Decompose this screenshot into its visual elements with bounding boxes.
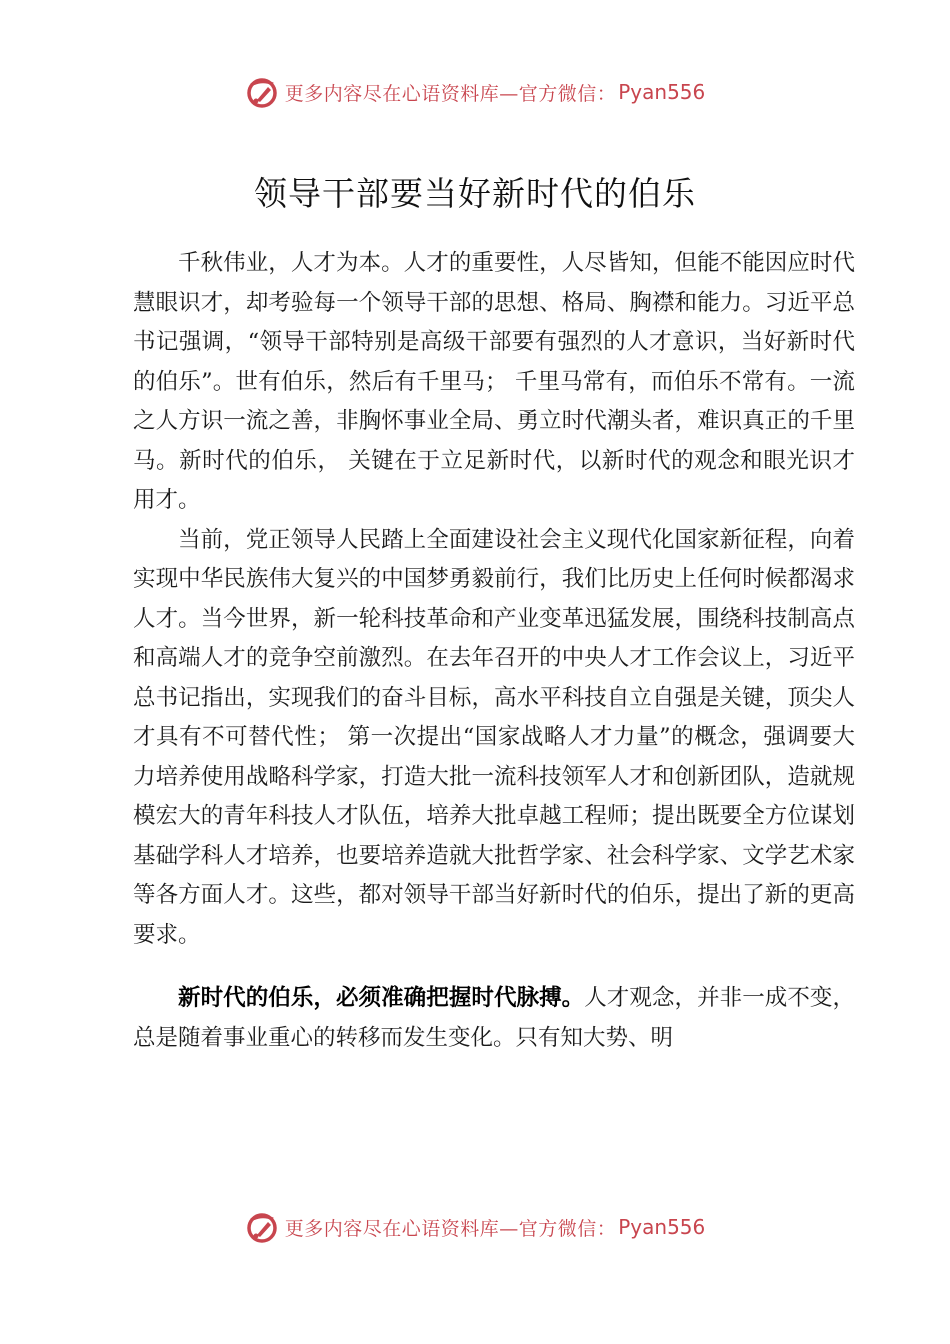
- banner-text: 更多内容尽在心语资料库—官方微信：: [284, 82, 617, 105]
- banner-wechat-id: Pyan556: [618, 1215, 706, 1239]
- paragraph-3-heading: 新时代的伯乐，必须准确把握时代脉搏。: [178, 985, 585, 1011]
- document-title: 领导干部要当好新时代的伯乐: [254, 174, 696, 213]
- footer-banner: [0, 1205, 950, 1249]
- paragraph-3: [133, 979, 855, 1058]
- ink-brush-logo-icon: [245, 1210, 279, 1244]
- paragraph-1: 千秋伟业，人才为本。人才的重要性，人尽皆知，但能不能因应时代慧眼识才，却考验每一个领导干部的思想、格局、胸襟和能力。习近平总书记强调，“领导干部特别是高级干部要有强烈的人才意识，当好新时代的伯乐”。世有伯乐，然后有千里马； 千里马常有，而伯乐不常有。一流之人方识一流之善，非胸怀事业全局、勇立时代潮头者，难识真正的千里马。新时代的伯乐， 关键在于立足新时代，以新时代的观念和眼光识才用才。: [133, 250, 855, 513]
- banner-text: 更多内容尽在心语资料库—官方微信：: [284, 1217, 617, 1240]
- paragraph-2: 当前，党正领导人民踏上全面建设社会主义现代化国家新征程，向着实现中华民族伟大复兴的中国梦勇毅前行，我们比历史上任何时候都渴求人才。当今世界，新一轮科技革命和产业变革迅猛发展，围绕科技制高点和高端人才的竞争空前激烈。在去年召开的中央人才工作会议上，习近平总书记指出，实现我们的奋斗目标，高水平科技自立自强是关键，顶尖人才具有不可替代性； 第一次提出“国家战略人才力量”的概念，强调要大力培养使用战略科学家，打造大批一流科技领军人才和创新团队，造就规模宏大的青年科技人才队伍，培养大批卓越工程师；提出既要全方位谋划基础学科人才培养，也要培养造就大批哲学家、社会科学家、文学艺术家等各方面人才。这些，都对领导干部当好新时代的伯乐，提出了新的更高要求。: [133, 526, 855, 948]
- document-body: [133, 244, 855, 1058]
- header-banner: [0, 70, 950, 114]
- paragraph-3-text: 人才观念，并非一成不变，总是随着事业重心的转移而发生变化。只有知大势、明: [133, 985, 855, 1051]
- ink-brush-logo-icon: [245, 75, 279, 109]
- banner-wechat-id: Pyan556: [618, 80, 706, 104]
